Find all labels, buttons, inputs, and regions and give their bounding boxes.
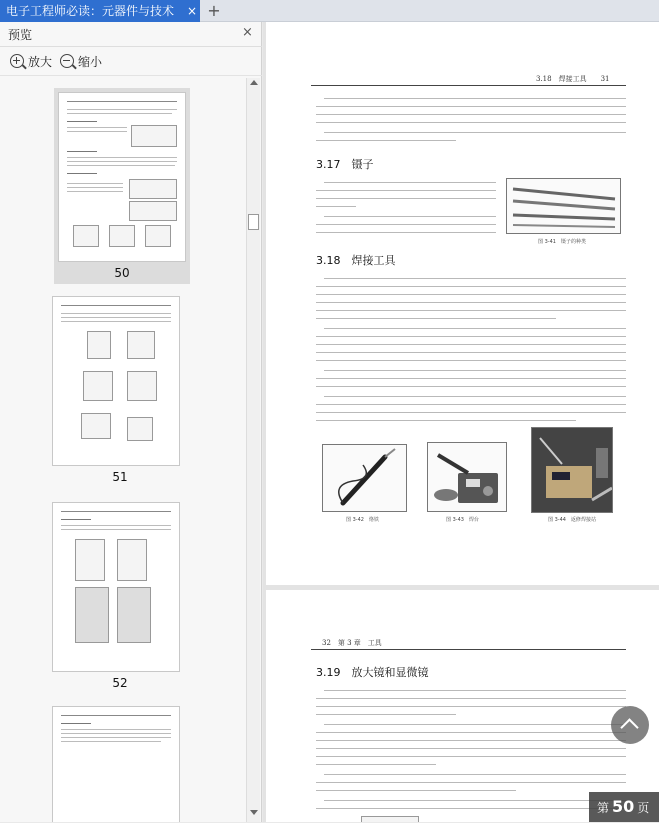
text-line [316,318,556,319]
scroll-down-icon[interactable] [250,810,258,815]
thumbnail-page-52[interactable] [52,502,188,690]
thumbnail-number: 51 [112,470,128,484]
text-line [316,748,626,749]
text-line [324,774,626,775]
text-line [316,360,626,361]
thumbnail-image [52,706,180,822]
thumbnail-number: 50 [114,266,130,280]
text-line [316,286,626,287]
scroll-to-top-button[interactable] [611,706,649,744]
text-line [316,344,626,345]
thumbnail-scrollbar[interactable] [246,78,260,822]
soldering-iron-icon [323,445,407,512]
header-rule [311,649,626,650]
document-page [266,22,659,585]
figure-caption: 图 3-41 镊子的种类 [538,239,586,245]
text-line [324,328,626,329]
text-line [316,206,356,207]
thumbnail-page-51[interactable] [52,296,188,484]
text-line [316,420,576,421]
text-line [324,690,626,691]
figure-caption: 图 3-42 烙铁 [346,517,379,523]
section-heading: 3.19 放大镜和显微镜 [316,666,429,679]
text-line [316,756,626,757]
text-line [316,302,626,303]
thumbnail-number: 52 [112,676,128,690]
running-head: 3.18 焊接工具 31 [536,75,610,83]
text-line [316,106,626,107]
zoom-toolbar [0,48,262,76]
text-line [316,114,626,115]
text-line [316,336,626,337]
zoom-in-label: 放大 [28,55,53,69]
figure-placeholder [361,816,419,822]
page-indicator-suffix: 页 [637,801,650,815]
text-line [316,198,496,199]
text-line [316,224,496,225]
figure-caption: 图 3-43 焊台 [446,517,479,523]
text-line [316,404,626,405]
page-indicator-prefix: 第 [597,801,610,815]
document-page [266,590,659,822]
tab-close-icon[interactable]: × [186,4,198,18]
text-line [324,216,496,217]
text-line [316,294,626,295]
tab-bar [0,0,659,22]
text-line [324,132,626,133]
zoom-out-icon [60,54,74,68]
scroll-up-icon[interactable] [250,80,258,85]
thumbnail-image [58,92,186,262]
text-line [316,714,456,715]
text-line [324,182,496,183]
preview-sidebar [0,22,262,822]
text-line [316,412,626,413]
text-line [316,740,626,741]
sidebar-header [0,22,262,47]
document-tab-title: 电子工程师必读：元器件与技术 [6,4,175,18]
page-indicator [589,792,659,822]
document-view[interactable] [263,22,659,822]
soldering-iron-figure [322,444,407,512]
text-line [316,190,496,191]
zoom-in-button[interactable] [10,53,52,71]
text-line [324,370,626,371]
text-line [316,122,626,123]
text-line [316,698,626,699]
text-line [316,808,626,809]
figure-caption: 图 3-44 返修焊接站 [548,517,596,523]
text-line [324,98,626,99]
thumbnail-page-53[interactable] [52,706,188,822]
text-line [324,724,626,725]
thumbnail-image [52,296,180,466]
text-line [316,352,626,353]
page-indicator-number: 50 [612,797,635,816]
new-tab-icon[interactable]: + [207,1,221,20]
text-line [324,278,626,279]
text-line [316,310,626,311]
text-line [324,396,626,397]
text-line [316,782,626,783]
text-line [316,386,626,387]
text-line [316,790,516,791]
tweezers-icon [507,179,621,234]
zoom-out-label: 缩小 [78,55,103,69]
soldering-station-icon [428,443,507,512]
thumbnail-list [0,78,246,822]
rework-station-figure [531,427,613,513]
thumbnail-image [52,502,180,672]
text-line [316,706,626,707]
tweezers-figure [506,178,621,234]
sidebar-title: 预览 [8,28,33,42]
text-line [316,140,456,141]
text-line [316,232,496,233]
section-heading: 3.17 镊子 [316,158,374,171]
section-heading: 3.18 焊接工具 [316,254,396,267]
sidebar-close-icon[interactable]: × [242,25,253,40]
header-rule [311,85,626,86]
rework-station-icon [532,428,613,513]
scrollbar-thumb[interactable] [248,214,259,230]
running-head: 32 第 3 章 工具 [322,639,382,647]
soldering-station-figure [427,442,507,512]
zoom-out-button[interactable] [60,53,102,71]
document-tab[interactable] [0,0,200,22]
text-line [324,800,626,801]
text-line [316,378,626,379]
text-line [316,764,436,765]
thumbnail-page-50[interactable] [54,88,190,284]
text-line [316,732,626,733]
zoom-in-icon [10,54,24,68]
